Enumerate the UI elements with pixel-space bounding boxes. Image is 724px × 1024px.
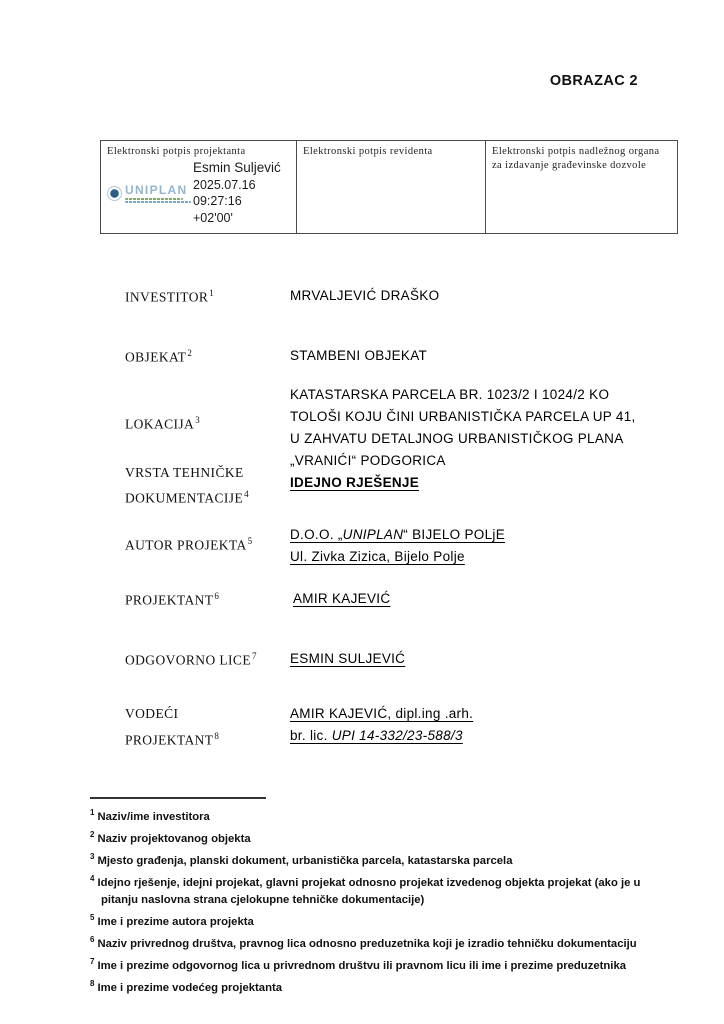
field-label-vrsta-dokumentacije bbox=[125, 462, 249, 509]
footnote-7-num: 7 bbox=[90, 957, 95, 967]
footnote-1-text: Naziv/ime investitora bbox=[97, 810, 210, 823]
field-label-projektant-text: PROJEKTANT bbox=[125, 592, 214, 608]
signature-date: 2025.07.16 bbox=[193, 177, 256, 192]
signature-cell-nadlezni-organ bbox=[486, 141, 678, 234]
field-label-vodeci-line1: VODEĆI bbox=[125, 706, 179, 721]
footnote-ref-1: 1 bbox=[209, 288, 215, 298]
footnote-3-num: 3 bbox=[90, 851, 95, 861]
field-label-projektant bbox=[125, 591, 219, 609]
field-label-investitor bbox=[125, 288, 214, 306]
uniplan-logo bbox=[107, 184, 193, 203]
field-value-investitor: MRVALJEVIĆ DRAŠKO bbox=[290, 288, 440, 303]
autor-value-company: UNIPLAN bbox=[342, 527, 404, 542]
footnote-3-text: Mjesto građenja, planski dokument, urbanistička parcela, katastarska parcela bbox=[97, 854, 513, 867]
field-label-autor-projekta bbox=[125, 536, 253, 554]
form-number-label: OBRAZAC 2 bbox=[549, 73, 638, 89]
field-label-vrsta-line2-text: DOKUMENTACIJE bbox=[125, 490, 244, 505]
field-value-vrsta-dokumentacije: IDEJNO RJEŠENJE bbox=[290, 475, 420, 490]
field-label-objekat bbox=[125, 348, 192, 366]
signature-col2-header: Elektronski potpis revidenta bbox=[303, 146, 433, 157]
footnote-8-text: Ime i prezime vodećeg projektanta bbox=[97, 981, 283, 994]
field-value-vodeci-projektant bbox=[290, 703, 473, 747]
footnote-7 bbox=[90, 953, 668, 975]
autor-value-line2: Ul. Zivka Zizica, Bijelo Polje bbox=[290, 549, 465, 564]
footnote-ref-7: 7 bbox=[251, 651, 257, 661]
uniplan-logo-text: UNIPLAN bbox=[125, 182, 188, 197]
footnote-3 bbox=[90, 848, 668, 870]
field-label-odgovorno-text: ODGOVORNO LICE bbox=[125, 652, 251, 668]
footnote-divider bbox=[90, 797, 266, 799]
digital-signature-block bbox=[107, 160, 290, 226]
footnote-8 bbox=[90, 975, 668, 997]
signature-time: 09:27:16 bbox=[193, 194, 242, 208]
field-value-projektant: AMIR KAJEVIĆ bbox=[293, 591, 391, 606]
field-label-vrsta-line2 bbox=[125, 484, 249, 509]
field-label-vodeci-line2 bbox=[125, 725, 219, 752]
vodeci-value-line2 bbox=[290, 725, 473, 747]
field-label-vodeci-line2-text: PROJEKTANT bbox=[125, 732, 214, 748]
autor-value-line1 bbox=[290, 524, 505, 546]
field-label-odgovorno-lice bbox=[125, 651, 257, 669]
field-value-objekat: STAMBENI OBJEKAT bbox=[290, 348, 428, 363]
vodeci-license-prefix: br. lic. bbox=[290, 728, 332, 743]
footnote-4 bbox=[90, 870, 668, 909]
field-label-lokacija-text: LOKACIJA bbox=[125, 416, 195, 432]
autor-value-post: “ BIJELO POLjE bbox=[403, 527, 506, 542]
vodeci-value-line1: AMIR KAJEVIĆ, dipl.ing .arh. bbox=[290, 706, 474, 721]
signature-col1-header: Elektronski potpis projektanta bbox=[107, 146, 246, 157]
footnote-1 bbox=[90, 804, 668, 826]
footnote-7-text: Ime i prezime odgovornog lica u privrednom društvu ili pravnom licu ili ime i prezime preduzetnika bbox=[97, 959, 627, 972]
footnote-ref-4: 4 bbox=[244, 488, 250, 499]
field-label-autor-text: AUTOR PROJEKTA bbox=[125, 537, 247, 553]
footnote-ref-3: 3 bbox=[195, 415, 201, 425]
footnote-ref-8: 8 bbox=[214, 731, 220, 741]
uniplan-logo-body bbox=[125, 184, 191, 203]
uniplan-logo-subline-icon bbox=[125, 201, 191, 203]
field-label-vrsta-line1: VRSTA TEHNIČKE bbox=[125, 465, 244, 480]
footnote-2 bbox=[90, 826, 668, 848]
footnotes-section bbox=[90, 797, 668, 997]
field-label-objekat-text: OBJEKAT bbox=[125, 349, 187, 365]
field-label-vodeci-projektant bbox=[125, 703, 219, 752]
footnote-4-num: 4 bbox=[90, 873, 95, 883]
footnote-5 bbox=[90, 909, 668, 931]
signature-table-row bbox=[101, 141, 678, 234]
field-value-lokacija: KATASTARSKA PARCELA BR. 1023/2 I 1024/2 KO TOLOŠI KOJU ČINI URBANISTIČKA PARCELA UP 41, U ZAHVATU DETALJNOG URBANISTIČKOG PLANA „VRANIĆI“ PODGORICA bbox=[290, 387, 636, 468]
footnote-2-text: Naziv projektovanog objekta bbox=[97, 832, 251, 845]
signature-col3-header: Elektronski potpis nadležnog organa za izdavanje građevinske dozvole bbox=[492, 146, 660, 171]
footnote-5-text: Ime i prezime autora projekta bbox=[97, 915, 254, 928]
uniplan-logo-icon bbox=[107, 186, 122, 201]
footnote-ref-5: 5 bbox=[247, 536, 253, 546]
footnote-5-num: 5 bbox=[90, 913, 95, 923]
footnote-6-num: 6 bbox=[90, 935, 95, 945]
field-label-lokacija bbox=[125, 415, 200, 433]
field-label-investitor-text: INVESTITOR bbox=[125, 289, 209, 305]
autor-value-pre: D.O.O. „ bbox=[290, 527, 343, 542]
signature-cell-revident bbox=[297, 141, 486, 234]
footnote-1-num: 1 bbox=[90, 808, 95, 817]
footnote-2-num: 2 bbox=[90, 829, 95, 839]
footnote-ref-2: 2 bbox=[187, 348, 193, 358]
vodeci-license-number: UPI 14-332/23-588/3 bbox=[331, 728, 463, 743]
field-value-autor-projekta bbox=[290, 524, 505, 568]
footnote-4-text: Idejno rješenje, idejni projekat, glavni projekat odnosno projekat izvedenog objekta projekat (ako je u pitanju naslovna strana cjelokupne tehničke dokumentacije) bbox=[97, 876, 641, 906]
digital-signature-text bbox=[193, 160, 281, 226]
signature-cell-projektant bbox=[101, 141, 297, 234]
signature-timezone: +02'00' bbox=[193, 210, 233, 225]
signature-table bbox=[100, 140, 678, 234]
footnote-6-text: Naziv privrednog društva, pravnog lica odnosno preduzetnika koji je izradio tehničku dokumentaciju bbox=[97, 937, 637, 950]
uniplan-logo-tagline-icon bbox=[125, 198, 183, 200]
footnote-8-num: 8 bbox=[90, 978, 95, 988]
footnote-ref-6: 6 bbox=[214, 591, 220, 601]
footnote-6 bbox=[90, 931, 668, 953]
signature-name: Esmin Suljević bbox=[193, 160, 281, 175]
field-value-odgovorno-lice: ESMIN SULJEVIĆ bbox=[290, 651, 406, 666]
